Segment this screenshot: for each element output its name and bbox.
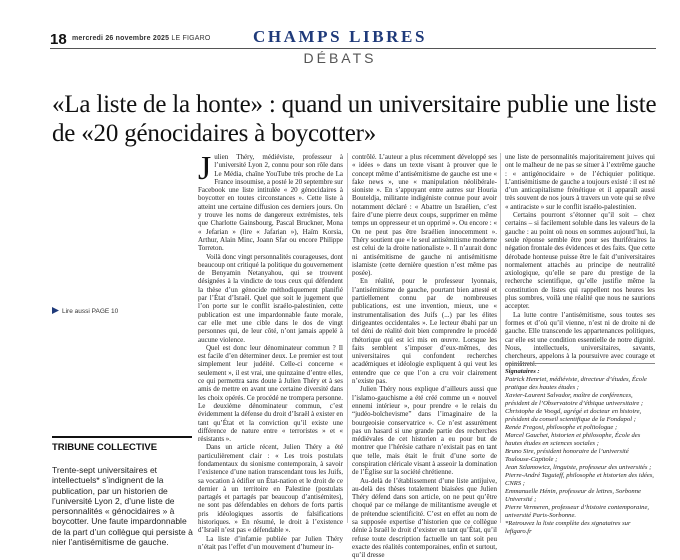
date: mercredi 26 novembre 2025	[72, 35, 170, 42]
article-headline: «La liste de la honte» : quand un universitaire publie une liste de «20 génocidaires à boycotter»	[52, 91, 657, 147]
paragraph: Voilà donc vingt personnalités courageuses, dont beaucoup ont critiqué la politique du gouvernement de Benyamin Netanyahou, qui se trouvent désignées à la vindicte de tous ceux qui défendent la thèse d’un génocide méthodiquement planifié par l’État d’Israël. Quel que soit le jugement que l’on porte sur le conflit israélo-palestinien, cette publication est une impardonnable faute morale, car elle met une cible dans le dos de vingt personnes qui, de leur côté, n’ont jamais appelé à aucune violence.	[198, 252, 343, 344]
paragraph: Dans un article récent, Julien Théry a été particulièrement clair : « Les trois postulats fondamentaux du sionisme contemporain, à savoir l’existence d’une nation transcendant tous les Juifs, sa vocation à édifier un État-nation et le droit de ce dernier à un territoire en Palestine (postulats partagés et partagés par beaucoup d’antisémites), ne sont pas défendables en dehors de forts partis pris idéologiques assortis de falsifications historiques. » En résumé, le droit à l’existence d’Israël n’est pas « défendable ».	[198, 443, 343, 535]
masthead	[0, 0, 680, 70]
paragraph: une liste de personnalités majoritairement juives qui ont le malheur de ne pas se situer à l’extrême gauche : « antigénocidaire » de l’échiquier politique. L’antisémitisme de gauche a toujours existé : il est né d’un anticapitalisme frénétique et il apparaît aussi très souvent de nos jours à travers un vote qui se rêve « antiraciste » sur le conflit israélo-palestinien.	[505, 153, 655, 211]
signatory-line: Marcel Gauchet, historien et philosophe, École des hautes études en sciences sociales ;	[505, 432, 641, 447]
dropcap: J	[198, 150, 212, 187]
signatory-line: Pierre Vermeren, professeur d’histoire contemporaine, université Paris-Sorbonne.	[505, 504, 650, 519]
paragraph: Au-delà de l’établissement d’une liste antijuive, au-delà des thèses totalement biaisées que Julien Théry défend dans son article, on ne peut qu’être choqué par ce mélange de militantisme aveugle et de prétendue scientificité. C’est en effet au nom de sa supposée expertise d’historien que ce collègue dénie à Israël le droit d’exister en tant qu’État, qu’il refuse toute description factuelle un tant soit peu exacte des réalités contemporaines, enfin et surtout, qu’il dresse	[352, 476, 498, 560]
article-column-2	[352, 153, 498, 560]
paragraph: Certains pourront s’étonner qu’il soit – chez certains – si facilement soluble dans les valeurs de la gauche : au point où nous en sommes aujourd’hui, la seule réponse semble être pour ses thuriféraires la négation frontale des évidences et des faits. Que cette dérobade honteuse puisse être le fait d’universitaires normalement attachés au principe de neutralité axiologique, qu’elle se pare du prestige de la recherche scientifique, qu’elle justifie même la constitution de listes qui rappellent nos heures les plus sombres, voilà une réalité que nous ne saurions accepter.	[505, 211, 655, 311]
paragraph	[198, 150, 343, 253]
signatory-line: Patrick Henriet, médiéviste, directeur d’études, École pratique des hautes études ;	[505, 376, 647, 391]
article-column-1	[198, 150, 343, 551]
article-column-3	[505, 153, 655, 369]
section-title: CHAMPS LIBRES	[252, 27, 428, 46]
publication-name: LE FIGARO	[171, 35, 211, 42]
signatory-footnote: *Retrouvez la liste complète des signataires sur lefigaro.fr	[505, 520, 631, 535]
tribune-summary: Trente-sept universitaires et intellectuels* s’indignent de la publication, par un historien de l’université Lyon 2, d’une liste de personnalités « génocidaires » à boycotter. Une faute impardonnable de la part d’un collègue qui persiste à nier l’antisémitisme de gauche.	[52, 465, 193, 548]
paragraph: La liste d’infamie publiée par Julien Théry n’était pas l’effet d’un mouvement d’humeur in-	[198, 534, 343, 551]
signatory-line: Renée Fregosi, philosophe et politologue ;	[505, 424, 618, 431]
signatories-box	[505, 363, 655, 535]
signatory-line: Emmanuelle Hénin, professeur de lettres, Sorbonne Université ;	[505, 488, 641, 503]
signatory-line: Christophe de Voogd, agrégé et docteur en histoire, président du conseil scientifique de la Fondapol ;	[505, 408, 642, 423]
section-subtitle: DÉBATS	[303, 50, 377, 66]
paragraph: La lutte contre l’antisémitisme, sous toutes ses formes et d’où qu’il vienne, n’est ni de droite ni de gauche. Elle transcende les appartenances politiques, car elle est une condition essentielle de notre dignité. Nous, intellectuels, universitaires, savants, chercheurs, appelons à la poursuivre avec courage et opiniâtreté.	[505, 310, 655, 369]
tribune-rule	[52, 436, 192, 438]
read-also-label: Lire aussi PAGE 10	[62, 308, 119, 315]
tribune-label: TRIBUNE COLLECTIVE	[52, 442, 158, 453]
paragraph: Quel est donc leur dénominateur commun ? Il est facile d’en déterminer deux. Le premier est tout simplement leur judéité. Celle-ci concerne « seulement », il est vrai, une quinzaine d’entre elles, ce qui permettra sans doute à Julien Théry et à ses amis de mettre en avant une certaine diversité dans les choix opérés. Ce procédé ne trompera personne. Le deuxième dénominateur commun, c’est évidemment la défense du droit d’Israël à exister en tant qu’État et la conviction qu’il existe une différence de nature entre « terroristes » et « résistants ».	[198, 343, 343, 444]
signatory-line: Jean Szlamowicz, linguiste, professeur des universités ;	[505, 464, 652, 471]
paragraph: Julien Théry nous explique d’ailleurs aussi que l’islamo-gauchisme a été créé comme un « nouvel ennemi intérieur », pour prendre « le relais du “judéo-bolchevisme” dans l’imaginaire de la bourgeoisie conservatrice ». Ce n’est assurément pas un hasard si une grande partie des recherches médiévales de cet historien a eu pour but de montrer que l’hérésie cathare n’existait pas en tant que telle, mais était le fruit d’une sorte de conspiration cléricale visant à asseoir la domination de l’Église sur la société chrétienne.	[352, 385, 498, 477]
signatory-line: Xavier-Laurent Salvador, maître de conférences, président de l’Observatoire d’éthique universitaire ;	[505, 392, 644, 407]
column-divider	[500, 153, 501, 523]
signatories-heading: Signataires :	[505, 368, 540, 375]
column-divider	[347, 153, 348, 523]
paragraph-text: ulien Théry, médiéviste, professeur à l’université Lyon 2, connu pour son rôle dans Le Média, chaîne YouTube très proche de La France insoumise, a posté le 20 septembre sur Facebook une liste intitulée « 20 génocidaires à boycotter en toutes circonstances ». Cette liste à atteint une certaine diffusion ces derniers jours. On y trouve les noms de dangereux extrémistes, tels que Charlotte Gainsbourg, Pascal Bruckner, Mona « Jefarian » (lire « Jafarian »), Haïm Korsia, Arthur, Alain Minc, Joann Sfar ou encore Philippe Torreton.	[198, 153, 343, 253]
masthead-rule	[50, 48, 656, 49]
paragraph: contrôlé. L’auteur a plus récemment développé ses « idées » dans un texte visant à prouver que le concept même d’antisémitisme de gauche est une « fake news », une « manipulation néolibérale-sioniste ». En s’appuyant entre autres sur Houria Bouteldja, militante indigéniste connue pour avoir notamment déclaré : « Abattre un Israélien, c’est faire d’une pierre deux coups, supprimer en même temps un oppresseur et un opprimé ». Ou encore : « On ne peut pas être Israélien innocemment ». Théry soutient que « le seul antisémitisme moderne est celui de la droite nationaliste ». Il n’aurait donc ni antisémitisme de gauche ni antisémitisme islamiste (cette dernière question n’est même pas posée).	[352, 153, 497, 278]
read-also-link[interactable]	[52, 307, 118, 315]
signatory-line: Bruno Sire, président honoraire de l’université Toulouse-Capitole ;	[505, 448, 629, 463]
page-number: 18	[50, 31, 67, 48]
paragraph: En réalité, pour le professeur lyonnais, l’antisémitisme de gauche, pourtant bien attesté et partiellement connu par de nombreuses publications, est une invention, mieux, une « instrumentalisation des Juifs (...) par les élites dirigeantes occidentales ». Le lecteur ébahi par un tel déni de réalité doit bien comprendre le procédé rhétorique qui est ici mis en œuvre. Lorsque les faits semblent s’imposer d’eux-mêmes, des universitaires qui confondent recherches académiques et idéologie expliquent à qui veut les entendre que ce que l’on a cru voir clairement n’existe pas.	[352, 277, 497, 386]
arrow-right-icon	[52, 307, 59, 314]
signatory-line: Pierre-André Taguieff, philosophe et historien des idées, CNRS ;	[505, 472, 654, 487]
